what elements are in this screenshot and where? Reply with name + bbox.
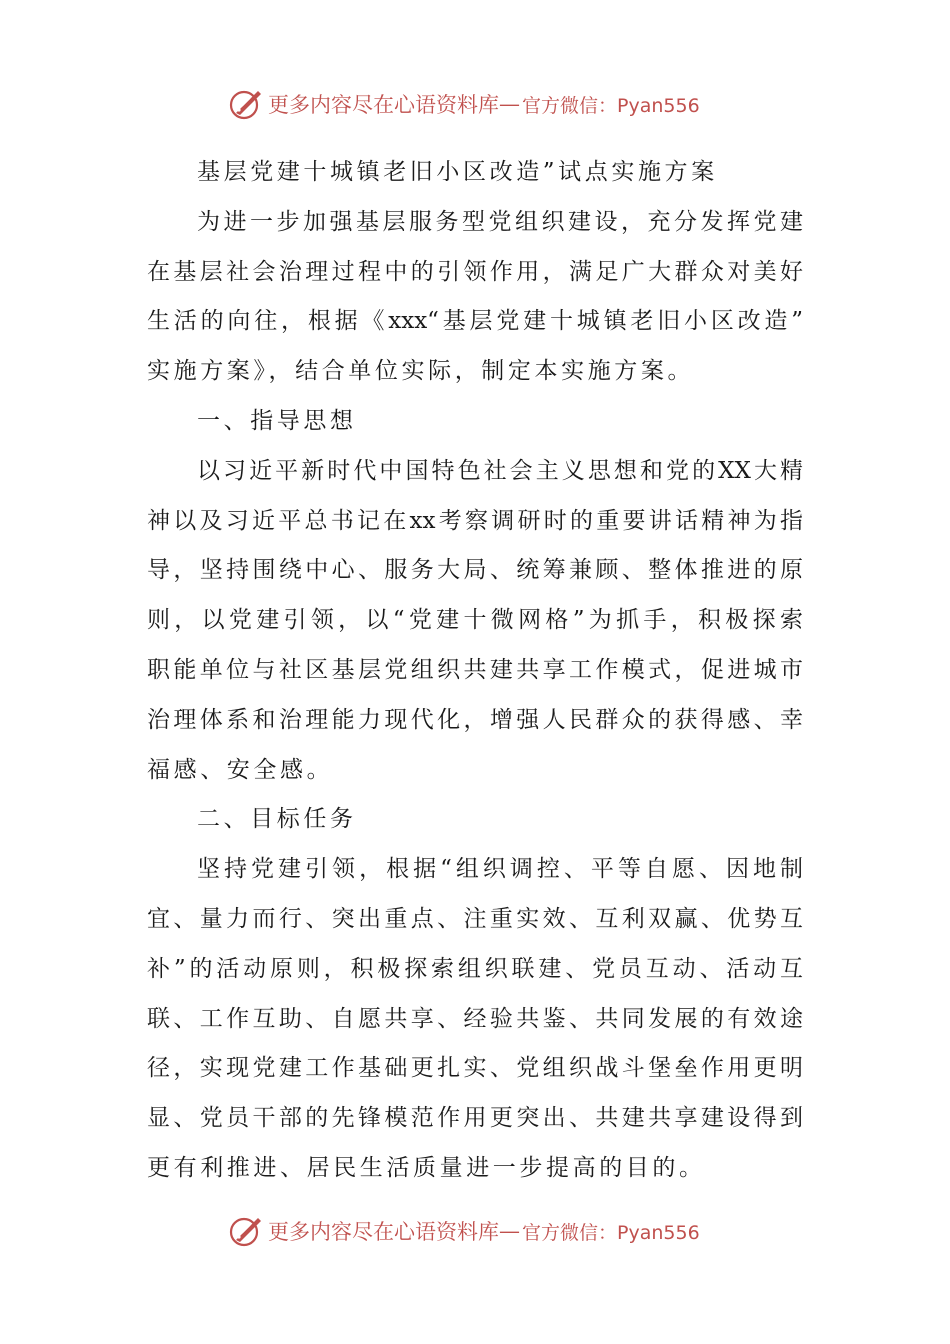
section1-line: 福感、安全感。 (147, 756, 334, 783)
section2-line: 更有利推进、居民生活质量进一步提高的目的。 (147, 1154, 706, 1181)
intro-line: 在基层社会治理过程中的引领作用，满足广大群众对美好 (147, 258, 803, 285)
intro-line: 为进一步加强基层服务型党组织建设，充分发挥党建 (197, 208, 803, 235)
section2-line: 显、党员干部的先锋模范作用更突出、共建共享建设得到 (147, 1105, 803, 1132)
section2-line: 联、工作互助、自愿共享、经验共鉴、共同发展的有效途 (147, 1005, 803, 1032)
section1-line: 神以及习近平总书记在xx考察调研时的重要讲话精神为指 (147, 507, 803, 534)
section2-line: 坚持党建引领，根据“组织调控、平等自愿、因地制 (197, 856, 803, 883)
banner-wechat-text: 官方微信：Pyan556 (522, 94, 700, 117)
section2-line: 补”的活动原则，积极探索组织联建、党员互动、活动互 (147, 955, 803, 982)
footer-watermark-banner (228, 1211, 748, 1251)
quill-logo-icon (228, 1213, 264, 1249)
header-watermark-banner (228, 84, 748, 124)
banner-wechat-text: 官方微信：Pyan556 (522, 1221, 700, 1244)
section-heading-guiding-thought: 一、指导思想 (197, 407, 357, 434)
section2-line: 径，实现党建工作基础更扎实、党组织战斗堡垒作用更明 (147, 1055, 803, 1082)
banner-dash: — (499, 1219, 520, 1243)
intro-line: 实施方案》，结合单位实际，制定本实施方案。 (147, 358, 695, 385)
section1-line: 以习近平新时代中国特色社会主义思想和党的XX大精 (197, 457, 803, 484)
section2-line: 宜、量力而行、突出重点、注重实效、互利双赢、优势互 (147, 905, 803, 932)
section1-line: 治理体系和治理能力现代化，增强人民群众的获得感、幸 (147, 706, 803, 733)
document-body (147, 148, 803, 1194)
document-title: 基层党建十城镇老旧小区改造”试点实施方案 (197, 159, 718, 185)
section1-line: 导，坚持围绕中心、服务大局、统筹兼顾、整体推进的原 (147, 557, 803, 584)
section1-line: 则，以党建引领，以“党建十微网格”为抓手，积极探索 (147, 607, 803, 634)
banner-main-text: 更多内容尽在心语资料库 (268, 1220, 499, 1244)
banner-main-text: 更多内容尽在心语资料库 (268, 93, 499, 117)
section-heading-goals-tasks: 二、目标任务 (197, 806, 357, 833)
intro-line: 生活的向往，根据《xxx“基层党建十城镇老旧小区改造” (147, 308, 803, 335)
section1-line: 职能单位与社区基层党组织共建共享工作模式，促进城市 (147, 656, 803, 683)
quill-logo-icon (228, 86, 264, 122)
banner-dash: — (499, 92, 520, 116)
